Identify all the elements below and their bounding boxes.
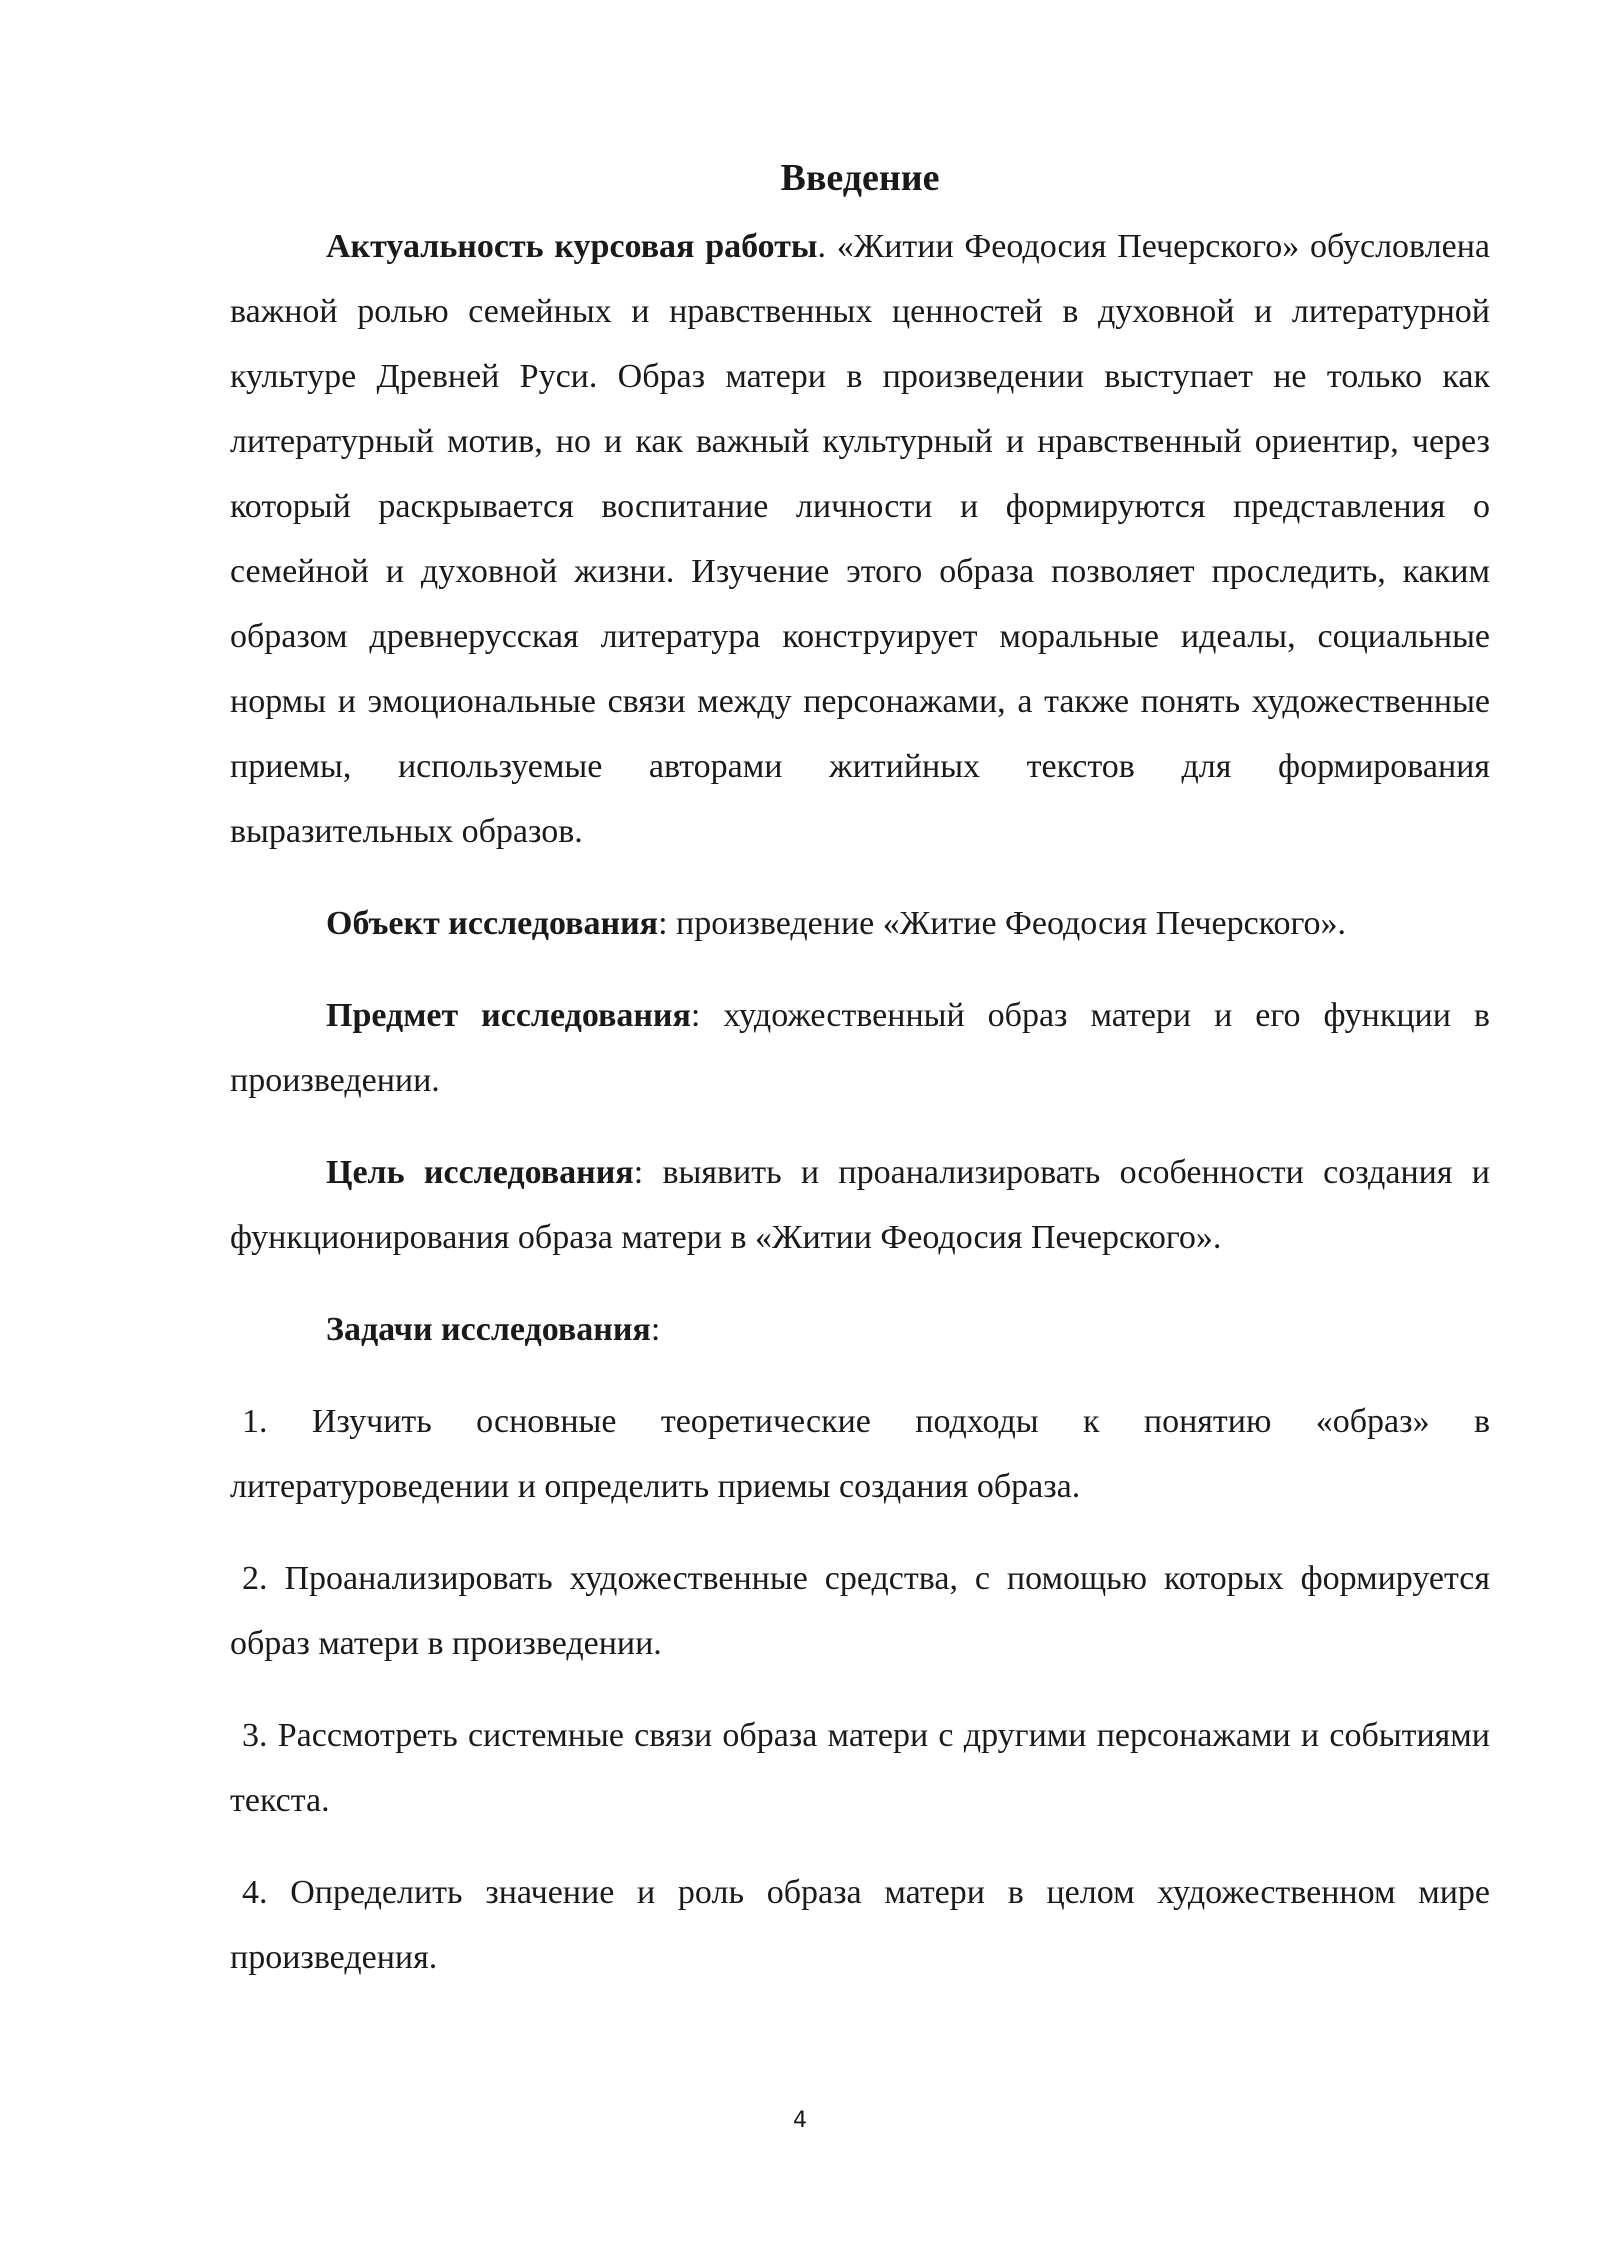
relevance-paragraph (230, 214, 1490, 864)
task-item-2: 2. Проанализировать художественные средства, с помощью которых формируется образ матери в произведении. (230, 1560, 1490, 1662)
page-content (230, 150, 1490, 1990)
goal-paragraph (230, 1140, 1490, 1270)
page-title: Введение (780, 157, 940, 199)
subject-label: Предмет исследования (326, 997, 691, 1034)
subject-paragraph (230, 983, 1490, 1113)
page-number: 4 (793, 2108, 807, 2133)
relevance-label: Актуальность курсовая работы (326, 228, 818, 265)
tasks-label-suffix: : (650, 1311, 661, 1348)
relevance-text: «Житии Феодосия Печерского» обусловлена важной ролью семейных и нравственных ценностей в духовной и литературной культуре Древней Руси. Образ матери в произведении выступает не только как литературный мотив, но и как важный культурный и нравственный ориентир, через который раскрывается воспитание личности и формируются представления о семейной и духовной жизни. Изучение этого образа позволяет проследить, каким образом древнерусская литература конструирует моральные идеалы, социальные нормы и эмоциональные связи между персонажами, а также понять художественные приемы, используемые авторами житийных текстов для формирования выразительных образов. (230, 228, 1490, 850)
goal-label: Цель исследования (326, 1154, 634, 1191)
object-label: Объект исследования (326, 905, 659, 942)
subject-text: : художественный образ матери и его функции в произведении. (230, 997, 1490, 1099)
object-paragraph (230, 891, 1490, 956)
relevance-label-suffix: . (817, 228, 826, 265)
goal-text: : выявить и проанализировать особенности создания и функционирования образа матери в «Житии Феодосия Печерского». (230, 1154, 1490, 1256)
tasks-label: Задачи исследования (326, 1311, 651, 1348)
task-item-4: 4. Определить значение и роль образа матери в целом художественном мире произведения. (230, 1874, 1490, 1976)
tasks-heading (230, 1297, 1490, 1362)
task-item-3: 3. Рассмотреть системные связи образа матери с другими персонажами и событиями текста. (230, 1717, 1490, 1819)
task-item-1: 1. Изучить основные теоретические подходы к понятию «образ» в литературоведении и определить приемы создания образа. (230, 1403, 1490, 1505)
object-text: : произведение «Житие Феодосия Печерского». (658, 905, 1347, 942)
